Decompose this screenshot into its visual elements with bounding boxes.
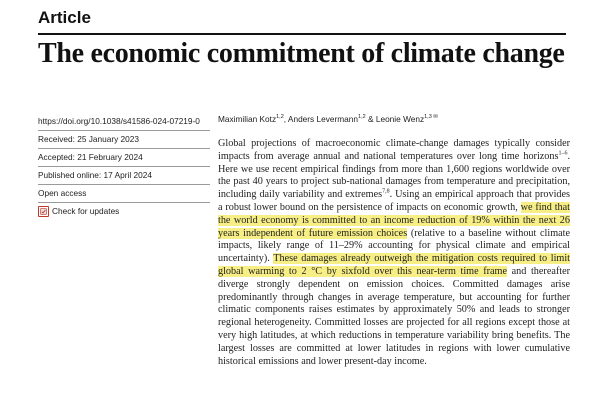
author-wenz[interactable]: Leonie Wenz bbox=[375, 114, 425, 124]
author-list bbox=[218, 114, 438, 124]
header-rule bbox=[38, 33, 566, 35]
check-for-updates-button[interactable] bbox=[38, 203, 210, 220]
received-date: Received: 25 January 2023 bbox=[38, 131, 210, 149]
open-access-label: Open access bbox=[38, 185, 210, 203]
author-kotz-affil: 1,2 bbox=[276, 114, 284, 121]
author-wenz-affil: 1,3 ✉ bbox=[424, 114, 438, 121]
highlighted-finding: These damages already outweigh the mitigation costs required to limit global warming to 2 °C by sixfold over this near-term time frame bbox=[218, 253, 570, 277]
highlighted-finding: we find that the world economy is committed to an income reduction of 19% within the next 26 years independent of future emission choices bbox=[218, 201, 570, 239]
abstract-part: (relative to a baseline without climate impacts, likely range of 11–29% accounting for physical climate and empirical uncertainty). bbox=[218, 227, 570, 265]
abstract-text bbox=[218, 138, 570, 368]
accepted-date: Accepted: 21 February 2024 bbox=[38, 149, 210, 167]
article-metadata bbox=[38, 113, 210, 220]
check-for-updates-icon bbox=[38, 206, 49, 217]
published-date: Published online: 17 April 2024 bbox=[38, 167, 210, 185]
article-title: The economic commitment of climate change bbox=[38, 38, 565, 69]
author-separator: , bbox=[283, 114, 288, 124]
citation-ref[interactable]: 1–6 bbox=[558, 150, 568, 157]
doi-link[interactable]: https://doi.org/10.1038/s41586-024-07219-0 bbox=[38, 113, 210, 131]
abstract-part: and thereafter diverge strongly dependent on emission choices. Committed damages arise predominantly through changes in average temperature, but accounting for further climatic components raises estimates by approximately 50% and leads to stronger regional heterogeneity. Committed losses are projected for all regions except those at very high latitudes, at which reductions in temperature variability bring benefits. The largest losses are committed at lower latitudes in regions with lower cumulative historical emissions and lower present-day income. bbox=[218, 265, 570, 367]
abstract-part: . Here we use recent empirical findings from more than 1,600 regions worldwide over the past 40 years to project sub-national damages from temperature and precipitation, including daily variability and extremes bbox=[218, 150, 570, 201]
author-levermann-affil: 1,2 bbox=[358, 114, 366, 121]
abstract-part: . Using an empirical approach that provides a robust lower bound on the persistence of impacts on economic growth, bbox=[218, 189, 570, 213]
author-separator: & bbox=[365, 114, 376, 124]
abstract-part: Global projections of macroeconomic climate-change damages typically consider impacts from average annual and national temperatures over long time horizons bbox=[218, 138, 570, 162]
citation-ref[interactable]: 7,8 bbox=[382, 188, 390, 195]
article-type-label: Article bbox=[38, 8, 91, 27]
check-for-updates-label: Check for updates bbox=[52, 206, 120, 216]
author-kotz[interactable]: Maximilian Kotz bbox=[218, 114, 277, 124]
author-levermann[interactable]: Anders Levermann bbox=[287, 114, 359, 124]
